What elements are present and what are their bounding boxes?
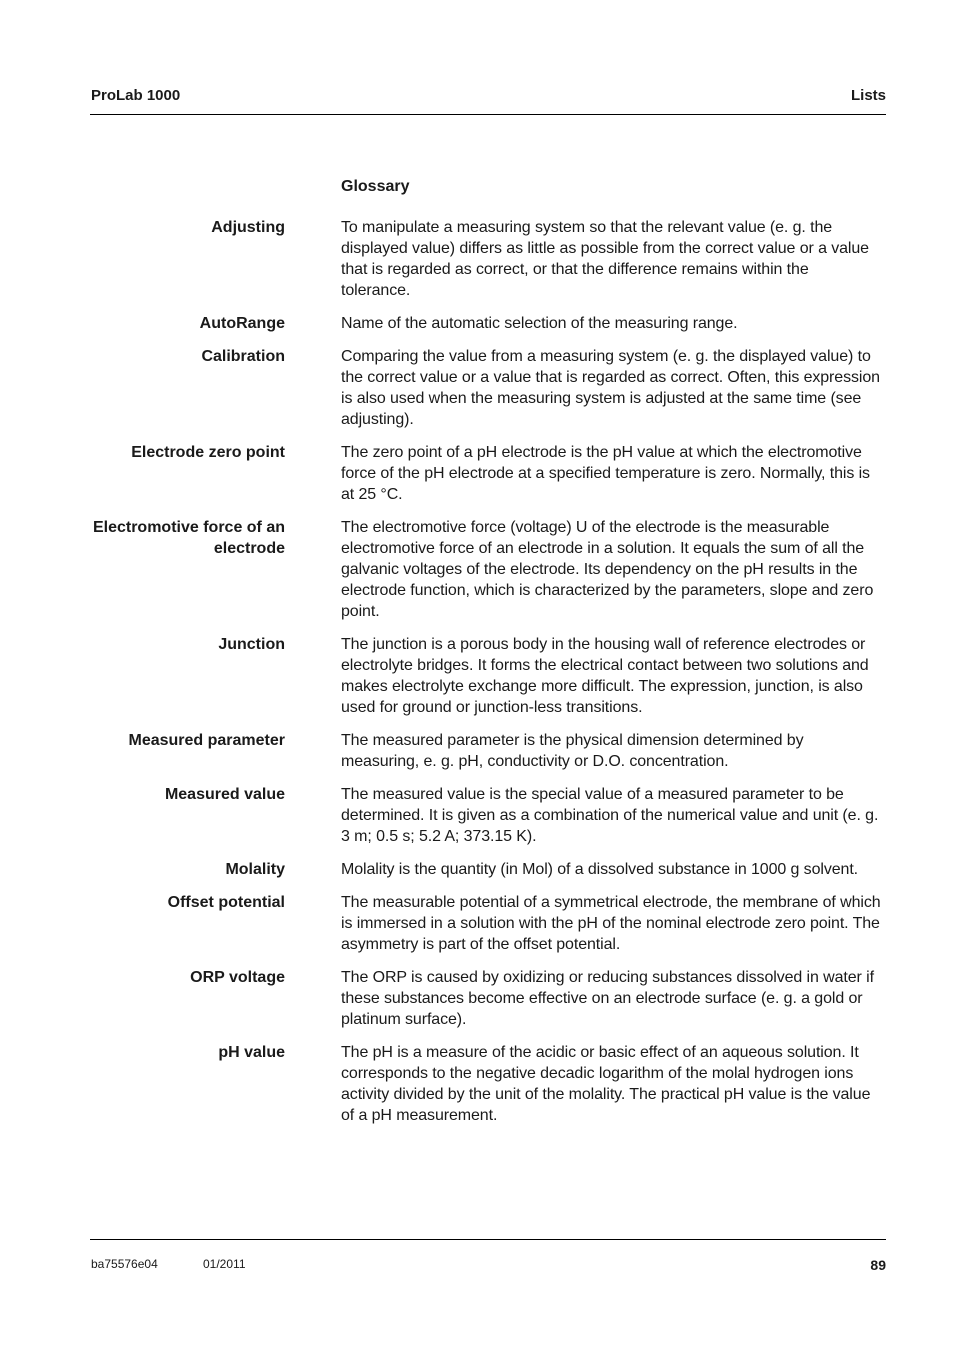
glossary-definition: The electromotive force (voltage) U of the electrode is the measurable electromotive force of an electrode in a solution. It equals the sum of all the galvanic voltages of the electrode. Its dependency on the pH results in the electrode function, which is characterized by the parameters, slope and zero point. bbox=[341, 519, 874, 620]
glossary-entry bbox=[90, 517, 886, 622]
glossary-entry bbox=[90, 892, 886, 955]
glossary-entry bbox=[90, 442, 886, 505]
glossary-term: ORP voltage bbox=[190, 969, 285, 986]
glossary-definition: The measured parameter is the physical dimension determined by measuring, e. g. pH, conductivity or D.O. concentration. bbox=[341, 732, 804, 770]
glossary-term: Calibration bbox=[201, 348, 285, 365]
glossary-definition: The pH is a measure of the acidic or basic effect of an aqueous solution. It corresponds to the negative decadic logarithm of the molal hydrogen ions activity divided by the unit of the molality. The practical pH value is the value of a pH measurement. bbox=[341, 1044, 871, 1124]
glossary-entry bbox=[90, 859, 886, 880]
header-product-name: ProLab 1000 bbox=[91, 87, 181, 104]
glossary-term: Electrode zero point bbox=[131, 444, 285, 461]
glossary-definition: The ORP is caused by oxidizing or reducing substances dissolved in water if these substances become effective on an electrode surface (e. g. a gold or platinum surface). bbox=[341, 969, 874, 1028]
glossary-term: AutoRange bbox=[199, 315, 285, 332]
header-divider bbox=[90, 114, 886, 115]
glossary-term: pH value bbox=[218, 1044, 285, 1061]
glossary-definition: Molality is the quantity (in Mol) of a dissolved substance in 1000 g solvent. bbox=[341, 861, 859, 878]
glossary-list bbox=[90, 217, 886, 1138]
glossary-definition: Comparing the value from a measuring system (e. g. the displayed value) to the correct value or a value that is regarded as correct. Often, this expression is also used when the measuring system is adjusted at the same time (see adjusting). bbox=[341, 348, 880, 428]
glossary-entry bbox=[90, 784, 886, 847]
glossary-term: Measured parameter bbox=[128, 732, 285, 749]
glossary-definition: The zero point of a pH electrode is the pH value at which the electromotive force of the pH electrode at a specified temperature is zero. Normally, this is at 25 °C. bbox=[341, 444, 870, 503]
section-title: Glossary bbox=[341, 178, 410, 195]
glossary-entry bbox=[90, 346, 886, 430]
glossary-entry bbox=[90, 313, 886, 334]
glossary-entry bbox=[90, 967, 886, 1030]
page-number: 89 bbox=[870, 1257, 886, 1273]
glossary-term: Adjusting bbox=[211, 219, 285, 236]
glossary-entry bbox=[90, 634, 886, 718]
footer-date: 01/2011 bbox=[203, 1257, 246, 1271]
header-section-name: Lists bbox=[850, 87, 886, 104]
footer-divider bbox=[90, 1239, 886, 1240]
glossary-entry bbox=[90, 730, 886, 772]
footer-document-id: ba75576e04 bbox=[91, 1257, 158, 1271]
glossary-definition: The measured value is the special value of a measured parameter to be determined. It is given as a combination of the numerical value and unit (e. g. 3 m; 0.5 s; 5.2 A; 373.15 K). bbox=[341, 786, 879, 845]
glossary-term: Electromotive force of an electrode bbox=[92, 519, 285, 557]
glossary-term: Molality bbox=[225, 861, 285, 878]
glossary-definition: The junction is a porous body in the housing wall of reference electrodes or electrolyte bridges. It forms the electrical contact between two solutions and makes electrolyte exchange more difficult. The expression, junction, is also used for ground or junction-less transitions. bbox=[341, 636, 869, 716]
glossary-entry bbox=[90, 217, 886, 301]
glossary-definition: The measurable potential of a symmetrical electrode, the membrane of which is immersed in a solution with the pH of the nominal electrode zero point. The asymmetry is part of the offset potential. bbox=[341, 894, 881, 953]
glossary-term: Offset potential bbox=[167, 894, 285, 911]
glossary-definition: Name of the automatic selection of the measuring range. bbox=[341, 315, 738, 332]
glossary-term: Measured value bbox=[164, 786, 285, 803]
glossary-term: Junction bbox=[218, 636, 285, 653]
glossary-definition: To manipulate a measuring system so that the relevant value (e. g. the displayed value) differs as little as possible from the correct value or a value that is regarded as correct, or that the difference remains within the tolerance. bbox=[341, 219, 869, 299]
glossary-entry bbox=[90, 1042, 886, 1126]
